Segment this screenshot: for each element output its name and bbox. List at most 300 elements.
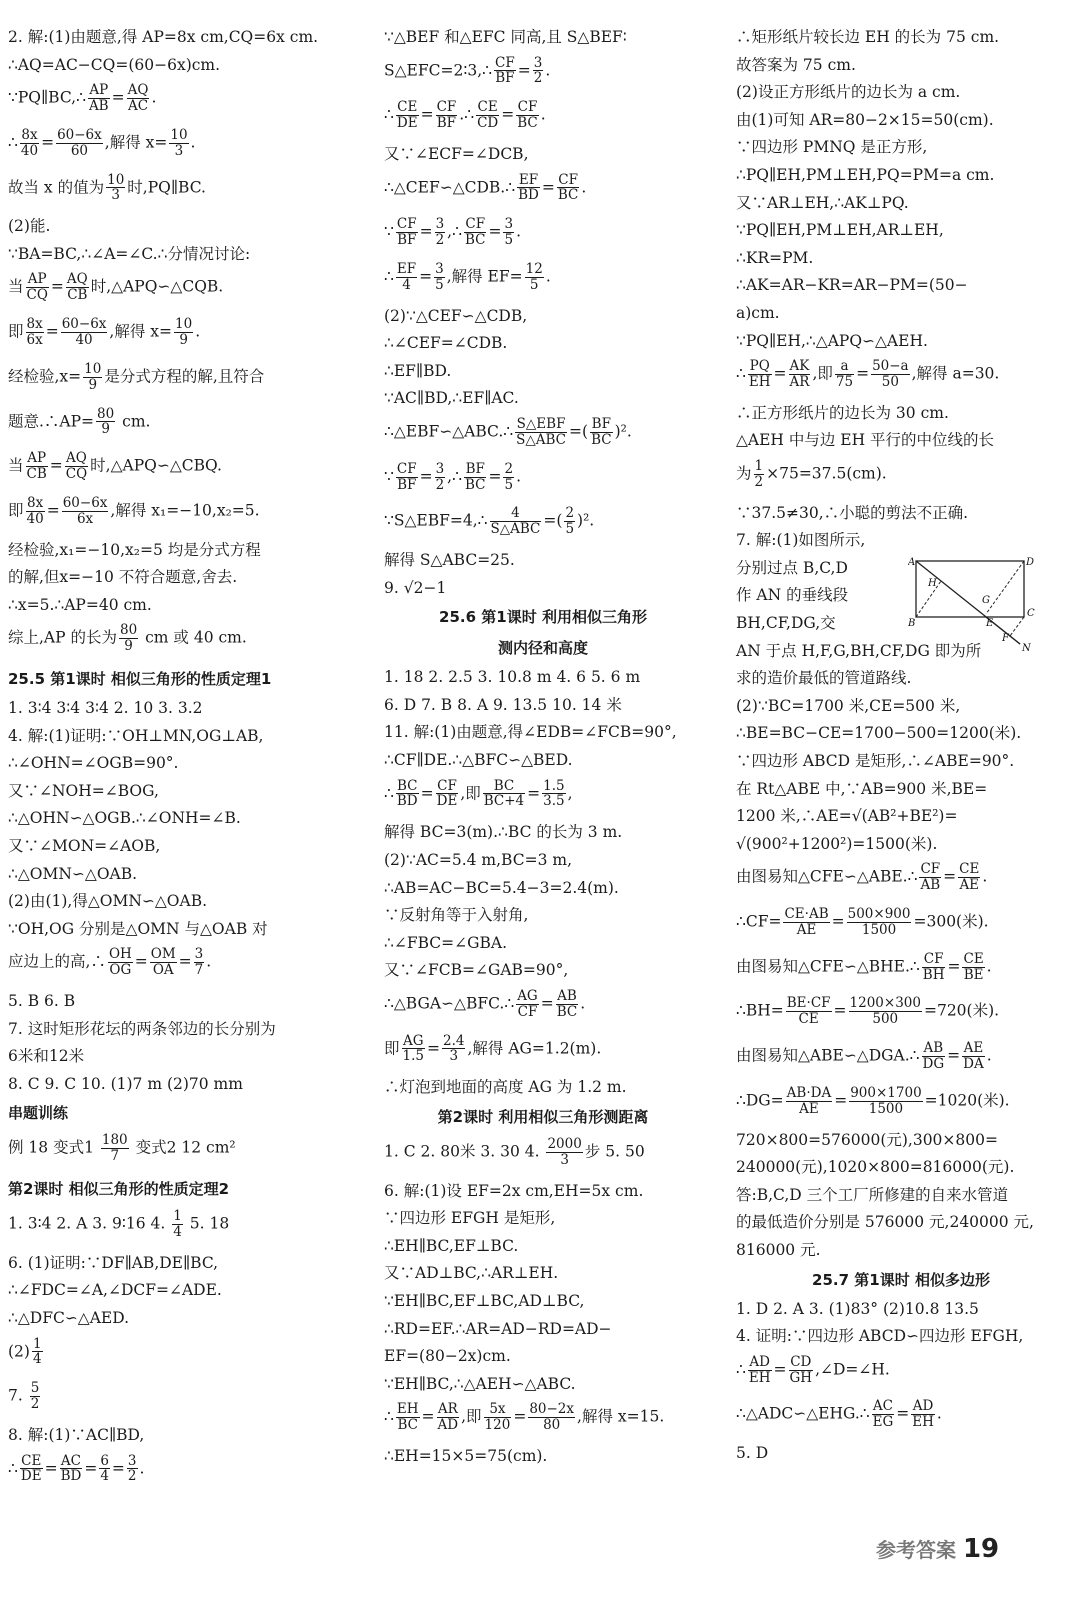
fraction <box>437 1402 460 1433</box>
fraction <box>542 779 565 810</box>
solution-line: 7. $\frac{5}{2}$ <box>8 1380 40 1413</box>
numerator: 1.5 <box>543 777 565 794</box>
denominator: 1.5 <box>402 1048 424 1065</box>
fraction <box>56 128 103 159</box>
denominator: 5 <box>529 276 539 293</box>
solution-line: 11. 解:(1)由题意,得∠EDB=∠FCB=90°, <box>384 723 677 742</box>
denominator: 6x <box>26 331 43 348</box>
denominator: BF <box>397 476 417 493</box>
numerator: AG <box>517 987 538 1004</box>
solution-line: AN 于点 H,F,G,BH,CF,DG 即为所 <box>736 641 982 660</box>
numerator: CD <box>790 1353 812 1370</box>
fraction <box>396 1402 420 1433</box>
fraction <box>127 1454 138 1485</box>
fraction <box>748 1355 772 1386</box>
denominator: 60 <box>70 142 88 159</box>
numerator: 3 <box>435 460 445 477</box>
numerator: S△EBF <box>516 416 566 432</box>
solution-line: 6. 解:(1)设 EF=2x cm,EH=5x cm. <box>384 1181 644 1200</box>
fraction <box>476 100 499 131</box>
solution-line: ∴ $\frac{8x}{40}$ = $\frac{60-6x}{60}$ ,解得 x= $\frac{10}{3}$ . <box>8 126 196 159</box>
fraction <box>464 462 487 493</box>
solution-line: ∵ $\frac{CF}{BF}$ = $\frac{3}{2}$ ,∴ $\frac{BF}{BC}$ = $\frac{2}{5}$ . <box>384 460 522 493</box>
numerator: 500×900 <box>847 906 911 923</box>
numerator: AB·DA <box>786 1084 832 1101</box>
fraction <box>847 907 912 938</box>
solution-line: ∴BH= $\frac{BE\cdot CF}{CE}$ = $\frac{1200\times 300}{500}$ =720(米). <box>736 995 1000 1028</box>
solution-line: 1. 3∶4 2. A 3. 9∶16 4. $\frac{1}{4}$ 5. 18 <box>8 1208 230 1240</box>
denominator: AB <box>88 98 109 115</box>
solution-line: ∴ $\frac{AD}{EH}$ = $\frac{CD}{GH}$ ,∠D=∠H. <box>736 1353 890 1386</box>
fraction <box>516 100 539 131</box>
fraction <box>108 947 133 978</box>
solution-line: 经检验,x₁=−10,x₂=5 均是分式方程 <box>8 540 261 559</box>
denominator: S△ABC <box>490 521 541 538</box>
solution-line: 4. 解:(1)证明:∵OH⊥MN,OG⊥AB, <box>8 726 264 745</box>
solution-line: 5. B 6. B <box>8 992 76 1011</box>
numerator: AB <box>923 1040 944 1057</box>
numerator: CE·AB <box>784 906 829 923</box>
numerator: AG <box>402 1032 424 1049</box>
label-a: A <box>908 557 916 568</box>
solution-line: EF=(80−2x)cm. <box>384 1347 511 1366</box>
solution-line: 8. 解:(1)∵AC∥BD, <box>8 1425 145 1444</box>
denominator: 5 <box>504 232 514 249</box>
denominator: CD <box>477 115 499 132</box>
fraction <box>127 83 150 114</box>
solution-line: 1. C 2. 80米 3. 30 4. $\frac{2000}{3}$ 步 5. 50 <box>384 1135 645 1168</box>
numerator: BC <box>396 777 418 794</box>
solution-line: 7. 解:(1)如图所示, <box>736 531 866 550</box>
numerator: AP <box>27 450 47 467</box>
numerator: AC <box>60 1452 81 1469</box>
denominator: DG <box>922 1056 945 1072</box>
denominator: BC <box>556 1003 578 1020</box>
fraction <box>557 173 580 204</box>
numerator: OM <box>150 946 176 963</box>
numerator: 2.4 <box>443 1032 465 1049</box>
solution-line: △AEH 中与边 EH 平行的中位线的长 <box>736 431 995 450</box>
denominator: 3 <box>111 187 120 204</box>
fraction <box>786 1086 833 1117</box>
denominator: EH <box>748 373 771 390</box>
numerator: 2 <box>565 505 575 522</box>
solution-line: ∵EH∥BC,EF⊥BC,AD⊥BC, <box>384 1291 585 1310</box>
solution-line: 8. C 9. C 10. (1)7 m (2)70 mm <box>8 1074 243 1093</box>
denominator: AD <box>437 1417 459 1434</box>
rectangle-abcd <box>916 561 1024 617</box>
fraction <box>65 451 88 482</box>
numerator: CF <box>558 171 578 188</box>
solution-line: 又∵∠MON=∠AOB, <box>8 837 161 855</box>
denominator: 9 <box>179 331 188 348</box>
fraction <box>483 779 525 810</box>
denominator: CE <box>798 1011 819 1028</box>
solution-line: ∴x=5.∴AP=40 cm. <box>8 595 152 614</box>
footer-label: 参考答案 <box>876 1538 956 1562</box>
denominator: BD <box>518 187 539 204</box>
solution-line: √(900²+1200²)=1500(米). <box>736 834 938 853</box>
fraction <box>494 56 516 87</box>
solution-line: ∴EH∥BC,EF⊥BC. <box>384 1236 519 1255</box>
numerator: 4 <box>490 506 542 522</box>
solution-line: (2)设正方形纸片的边长为 a cm. <box>736 83 961 102</box>
fraction <box>119 623 138 654</box>
solution-line: 又∵AR⊥EH,∴AK⊥PQ. <box>736 193 909 212</box>
fraction <box>20 1454 43 1485</box>
solution-line: 240000(元),1020×800=816000(元). <box>736 1158 1015 1177</box>
denominator: 40 <box>75 331 93 348</box>
solution-line: 解得 S△ABC=25. <box>384 551 515 570</box>
segment-cf <box>1010 617 1024 636</box>
denominator: BC <box>517 115 538 132</box>
numerator: AP <box>89 82 109 99</box>
fraction <box>20 128 39 159</box>
fraction <box>174 317 193 348</box>
denominator: BF <box>436 115 457 132</box>
numerator: 2000 <box>547 1135 582 1152</box>
numerator: EH <box>396 1401 419 1418</box>
label-c: C <box>1027 608 1035 619</box>
fraction <box>83 362 102 393</box>
solution-line: ∴△EBF∽△ABC.∴ S△EBF S△ABC =( $\frac{BF}{BC}$ )². <box>384 416 632 448</box>
denominator: 40 <box>20 142 39 159</box>
denominator: 2 <box>127 1468 137 1485</box>
solution-line: 4. 证明:∵四边形 ABCD∽四边形 EFGH, <box>736 1327 1024 1346</box>
fraction <box>922 1041 946 1072</box>
solution-line: 的最低造价分别是 576000 元,240000 元, <box>736 1213 1034 1232</box>
fraction <box>754 459 765 490</box>
solution-line: 又∵∠NOH=∠BOG, <box>8 781 159 800</box>
numerator: CE <box>477 99 498 116</box>
denominator: 9 <box>124 638 133 655</box>
denominator: DE <box>396 115 418 132</box>
numerator: a <box>835 359 854 375</box>
numerator: 180 <box>101 1132 128 1149</box>
fraction <box>564 506 575 537</box>
denominator: 2 <box>30 1396 40 1413</box>
numerator: CE <box>959 861 980 878</box>
label-d: D <box>1026 557 1035 568</box>
denominator: EH <box>748 1369 771 1386</box>
solution-line: ∴DG= $\frac{AB\cdot DA}{AE}$ = $\frac{900\times 1700}{1500}$ =1020(米). <box>736 1084 1010 1117</box>
fraction <box>789 359 811 390</box>
numerator: 80−2x <box>529 1401 575 1418</box>
numerator: AC <box>872 1398 893 1415</box>
fraction <box>32 1337 43 1368</box>
denominator: 75 <box>835 373 854 390</box>
solution-line: 题意.∴AP= $\frac{80}{9}$ cm. <box>8 405 151 438</box>
denominator: BC <box>557 187 579 204</box>
solution-line: ∴矩形纸片较长边 EH 的长为 75 cm. <box>736 28 1000 46</box>
numerator: CE <box>21 1452 42 1469</box>
solution-line: ∴△CEF∽△CDB.∴ $\frac{EF}{BD}$ = $\frac{CF}{BC}$ . <box>384 171 587 204</box>
denominator: 50 <box>881 373 899 390</box>
numerator: 10 <box>170 126 188 143</box>
solution-line: 由图易知△CFE∽△ABE.∴ $\frac{CF}{AB}$ = $\frac{CE}{AE}$ . <box>736 861 988 894</box>
fraction <box>396 217 418 248</box>
solution-line: ∴△OMN∽△OAB. <box>8 864 138 883</box>
fraction <box>789 1355 814 1386</box>
label-f: F <box>1002 633 1009 644</box>
denominator: 1500 <box>861 921 897 938</box>
denominator: OG <box>109 962 132 979</box>
numerator: AR <box>437 1401 458 1418</box>
numerator: 60−6x <box>57 126 102 143</box>
fraction <box>516 989 539 1020</box>
solution-line: ∴ $\frac{PQ}{EH}$ = $\frac{AK}{AR}$ ,即 $\frac{a}{75}$ = $\frac{50-a}{50}$ ,解得 a=30. <box>736 358 1000 390</box>
denominator: BH <box>922 966 945 983</box>
denominator: 4 <box>402 276 411 293</box>
label-n: N <box>1022 643 1031 652</box>
fraction <box>464 217 487 248</box>
fraction <box>442 1034 465 1065</box>
denominator: 9 <box>88 376 98 393</box>
label-b: B <box>908 618 916 629</box>
denominator: 9 <box>101 421 110 438</box>
denominator: DE <box>436 793 458 810</box>
solution-line: ∴正方形纸片的边长为 30 cm. <box>736 403 949 422</box>
denominator: 3.5 <box>543 793 565 810</box>
fraction <box>26 496 45 527</box>
solution-line: 又∵AD⊥BC,∴AR⊥EH. <box>384 1264 559 1283</box>
numerator: AQ <box>66 271 88 288</box>
numerator: CF <box>436 99 457 116</box>
numerator: 3 <box>127 1452 137 1469</box>
solution-line: 1. 18 2. 2.5 3. 10.8 m 4. 6 5. 6 m <box>384 668 641 687</box>
numerator: BF <box>465 460 485 477</box>
solution-line: 解得 BC=3(m).∴BC 的长为 3 m. <box>384 823 623 842</box>
fraction <box>556 989 579 1020</box>
section-heading: 25.7 第1课时 相似多边形 <box>812 1270 990 1289</box>
solution-line: ∴EF∥BD. <box>384 361 452 380</box>
solution-line: ∴∠OHN=∠OGB=90°. <box>8 754 179 773</box>
fraction <box>590 417 613 448</box>
denominator: 2 <box>435 476 445 493</box>
numerator: 12 <box>525 260 543 277</box>
numerator: 10 <box>84 360 102 377</box>
solution-line: ∵37.5≠30,∴小聪的剪法不正确. <box>736 503 969 522</box>
fraction <box>66 272 89 303</box>
fraction <box>101 1133 129 1164</box>
solution-line: ∵BA=BC,∴∠A=∠C.∴分情况讨论: <box>8 244 251 263</box>
denominator: AB <box>920 877 941 894</box>
solution-line: ∵S△EBF=4,∴ 4 S△ABC =( $\frac{2}{5}$ )². <box>384 505 595 538</box>
denominator: 2 <box>435 232 445 249</box>
solution-line: 1200 米,∴AE=√(AB²+BE²)= <box>736 807 958 826</box>
fraction <box>786 996 832 1027</box>
numerator: 50−a <box>872 358 909 375</box>
solution-line: 经检验,x= $\frac{10}{9}$ 是分式方程的解,且符合 <box>8 360 265 393</box>
fraction <box>396 779 419 810</box>
fraction <box>88 83 110 114</box>
solution-line: 6米和12米 <box>8 1047 85 1066</box>
numerator: 3 <box>533 54 543 71</box>
numerator: EF <box>518 171 539 188</box>
solution-line: 例 18 变式1 $\frac{180}{7}$ 变式2 12 cm² <box>8 1132 236 1165</box>
fraction <box>62 496 109 527</box>
solution-line: ∵OH,OG 分别是△OMN 与△OAB 对 <box>8 919 268 938</box>
fraction <box>435 462 446 493</box>
solution-line: ∴AQ=AC−CQ=(60−6x)cm. <box>8 55 221 74</box>
numerator: BF <box>591 416 611 432</box>
denominator: BD <box>60 1468 82 1485</box>
fraction <box>503 217 514 248</box>
solution-line: 1. 3∶4 3∶4 3∶4 2. 10 3. 3.2 <box>8 699 203 718</box>
solution-line: ∴CF∥DE.∴△BFC∽△BED. <box>384 751 573 770</box>
denominator: 500 <box>872 1011 899 1028</box>
solution-line: 即 $\frac{8x}{6x}$ = $\frac{60-6x}{40}$ ,解得 x= $\frac{10}{9}$ . <box>8 316 201 348</box>
denominator: AE <box>959 877 980 894</box>
numerator: CF <box>437 777 457 794</box>
fraction <box>436 100 458 131</box>
solution-line: 5. D <box>736 1444 769 1463</box>
fraction <box>396 100 419 131</box>
fraction <box>515 417 567 448</box>
section-heading: 串题训练 <box>8 1104 69 1123</box>
fraction <box>490 506 542 537</box>
denominator: BF <box>495 70 515 87</box>
denominator: 3 <box>449 1048 459 1065</box>
fraction <box>26 451 48 482</box>
fraction <box>922 952 946 983</box>
section-heading: 25.5 第1课时 相似三角形的性质定理1 <box>8 670 272 689</box>
solution-line: (2)∵BC=1700 米,CE=500 米, <box>736 696 961 715</box>
answer-column-middle <box>384 28 702 1475</box>
fraction <box>96 407 115 438</box>
numerator: 8x <box>26 316 43 333</box>
denominator: BF <box>397 232 417 249</box>
numerator: AE <box>963 1040 984 1057</box>
solution-line: 在 Rt△ABE 中,∵AB=900 米,BE= <box>736 779 988 798</box>
numerator: 60−6x <box>62 494 108 511</box>
fraction <box>61 317 108 348</box>
solution-line: 由图易知△ABE∽△DGA.∴ $\frac{AB}{DG}$ = $\frac{AE}{DA}$ . <box>736 1040 992 1072</box>
numerator: 8x <box>27 494 44 511</box>
section-heading: 25.6 第1课时 利用相似三角形 <box>439 608 647 627</box>
denominator: EG <box>872 1414 894 1431</box>
solution-line: 6. D 7. B 8. A 9. 13.5 10. 14 米 <box>384 695 622 714</box>
fraction <box>172 1209 183 1240</box>
numerator: BC <box>483 779 525 795</box>
numerator: CE <box>397 99 418 116</box>
denominator: BE <box>963 966 984 983</box>
numerator: CF <box>920 861 941 878</box>
denominator: BC <box>464 476 486 493</box>
solution-line: ∵△BEF 和△EFC 同高,且 S△BEF∶ <box>384 28 627 46</box>
solution-line: 又∵∠FCB=∠GAB=90°, <box>384 961 569 980</box>
solution-line: 9. √2−1 <box>384 578 447 597</box>
numerator: CF <box>465 216 486 233</box>
solution-line: 的解,但x=−10 不符合题意,舍去. <box>8 568 238 587</box>
numerator: 80 <box>97 405 115 422</box>
denominator: CF <box>517 1003 538 1020</box>
solution-line: (2) $\frac{1}{4}$ <box>8 1335 42 1368</box>
label-h: H <box>928 578 937 589</box>
numerator: 3 <box>435 260 444 277</box>
denominator: EH <box>912 1414 934 1431</box>
numerator: CF <box>517 99 538 116</box>
solution-line: ∴ $\frac{CE}{DE}$ = $\frac{AC}{BD}$ = $\frac{6}{4}$ = $\frac{3}{2}$ . <box>8 1452 145 1485</box>
denominator: CB <box>26 466 47 483</box>
fraction <box>528 1402 575 1433</box>
solution-line: BH,CF,DG,交 <box>736 614 836 633</box>
denominator: BD <box>396 793 418 810</box>
solution-line: ∴BE=BC−CE=1700−500=1200(米). <box>736 724 1022 743</box>
solution-line: 作 AN 的垂线段 <box>736 586 849 605</box>
solution-line: 答:B,C,D 三个工厂所修建的自来水管道 <box>736 1185 1009 1204</box>
solution-line: 7. 这时矩形花坛的两条邻边的长分别为 <box>8 1019 276 1038</box>
numerator: 1 <box>173 1208 182 1225</box>
solution-line: (2)∵△CEF∽△CDB, <box>384 306 528 325</box>
solution-line: (2)由(1),得△OMN∽△OAB. <box>8 892 208 911</box>
solution-line: ∴AB=AC−BC=5.4−3=2.4(m). <box>384 878 619 897</box>
label-g: G <box>982 595 990 606</box>
fraction <box>396 462 418 493</box>
numerator: 3 <box>194 946 204 963</box>
denominator: BC <box>464 232 486 249</box>
denominator: OA <box>152 962 174 979</box>
fraction <box>26 272 49 303</box>
fraction <box>150 947 177 978</box>
numerator: AK <box>789 358 810 375</box>
section-heading: 第2课时 利用相似三角形测距离 <box>437 1107 649 1126</box>
denominator: DE <box>20 1468 42 1485</box>
numerator: PQ <box>749 358 770 375</box>
solution-line: ∴CF= $\frac{CE\cdot AB}{AE}$ = $\frac{500\times 900}{1500}$ =300(米). <box>736 906 989 938</box>
fraction <box>533 56 544 87</box>
page-number: 19 <box>962 1534 1000 1564</box>
solution-line: ∴ $\frac{EF}{4}$ = $\frac{3}{5}$ ,解得 EF= $\frac{12}{5}$ . <box>384 260 551 293</box>
numerator: CF <box>923 950 944 967</box>
numerator: 10 <box>107 171 125 188</box>
denominator: 5 <box>504 476 514 493</box>
numerator: 5x <box>484 1402 512 1418</box>
solution-line: 720×800=576000(元),300×800= <box>736 1130 998 1149</box>
fraction <box>436 779 459 810</box>
solution-line: 1. D 2. A 3. (1)83° (2)10.8 13.5 <box>736 1299 979 1318</box>
solution-line: ∴∠FBC=∠GBA. <box>384 933 508 952</box>
denominator: DA <box>963 1056 984 1072</box>
section-heading: 测内径和高度 <box>497 639 588 658</box>
fraction <box>962 952 984 983</box>
solution-line: (2)能. <box>8 217 51 236</box>
solution-line: ∵PQ∥EH,PM⊥EH,AR⊥EH, <box>736 221 944 240</box>
denominator: BC <box>397 1417 418 1434</box>
numerator: 8x <box>21 126 38 143</box>
fraction <box>958 862 980 893</box>
numerator: 1 <box>754 458 764 474</box>
fraction <box>169 128 188 159</box>
solution-line: 即 $\frac{8x}{40}$ = $\frac{60-6x}{6x}$ ,解得 x₁=−10,x₂=5. <box>8 494 260 527</box>
solution-line: ∵AC∥BD,∴EF∥AC. <box>384 389 519 408</box>
denominator: 120 <box>484 1417 511 1434</box>
numerator: CF <box>396 460 417 477</box>
numerator: 5 <box>30 1380 40 1397</box>
solution-line: 由图易知△CFE∽△BHE.∴ $\frac{CF}{BH}$ = $\frac{CE}{BE}$ . <box>736 950 992 983</box>
solution-line: ∴∠FDC=∠A,∠DCF=∠ADE. <box>8 1281 222 1300</box>
fraction <box>525 262 544 293</box>
solution-line: ∴灯泡到地面的高度 AG 为 1.2 m. <box>384 1078 627 1097</box>
rectangle-pipeline-figure <box>908 556 1036 652</box>
solution-line: ∵PQ∥EH,∴△APQ∽△AEH. <box>736 331 928 350</box>
solution-line: 816000 元. <box>736 1240 821 1259</box>
fraction <box>484 1402 512 1433</box>
denominator: GH <box>789 1369 813 1386</box>
solution-line: 即 $\frac{AG}{1.5}$ = $\frac{2.4}{3}$ ,解得 AG=1.2(m). <box>384 1032 602 1065</box>
page-footer <box>876 1534 999 1564</box>
numerator: AQ <box>127 82 149 99</box>
